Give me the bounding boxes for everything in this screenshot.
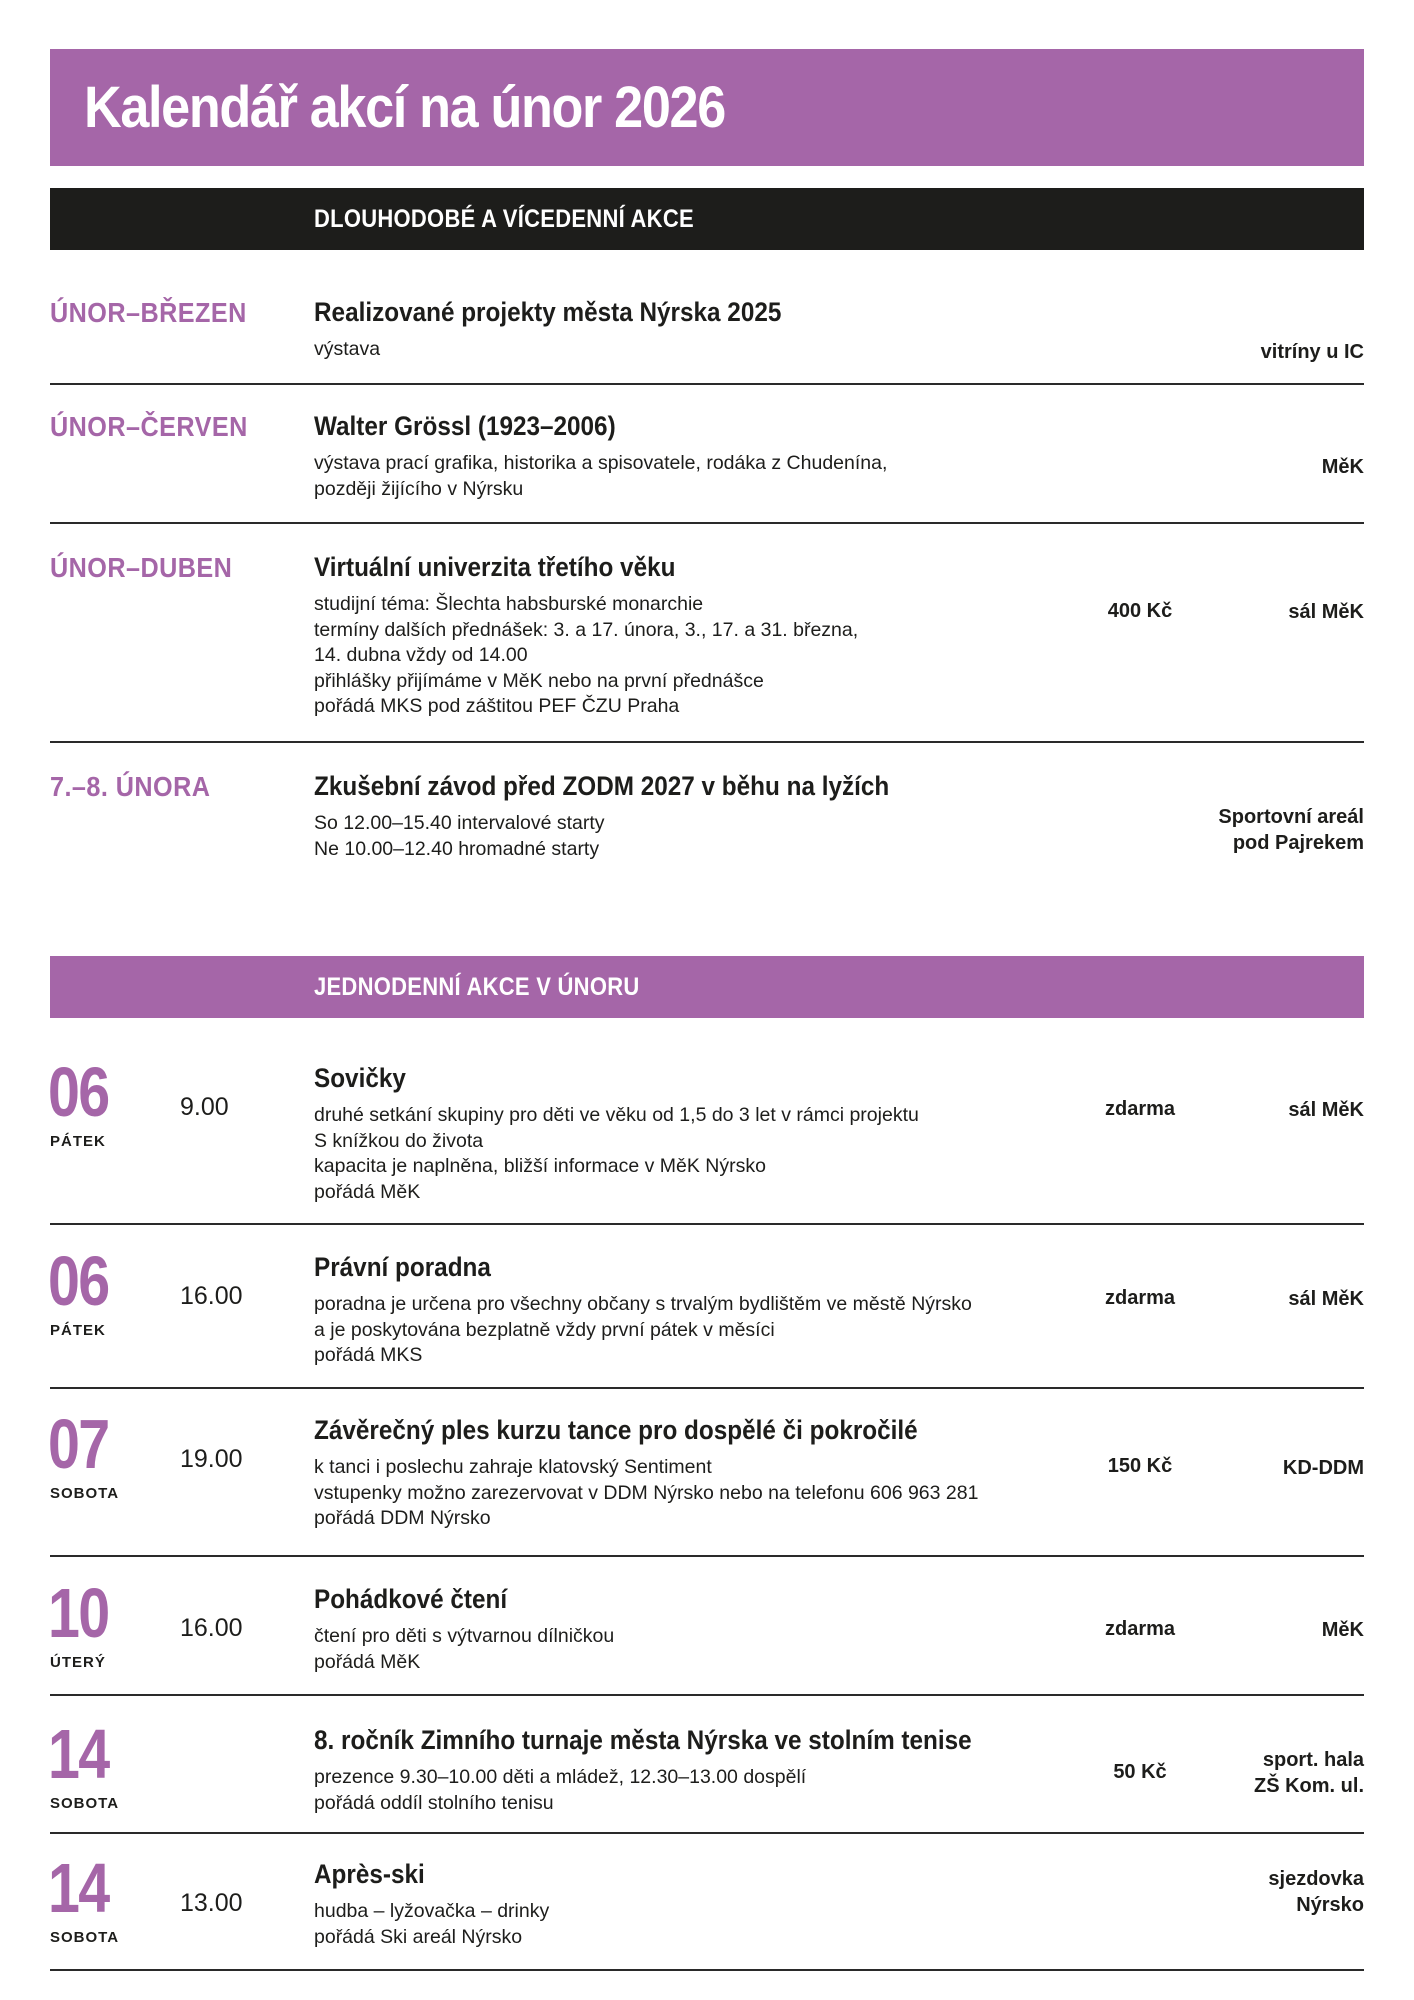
page-title: Kalendář akcí na únor 2026: [84, 75, 725, 140]
place-line: pod Pajrekem: [1232, 832, 1364, 854]
description-line: pořádá oddíl stolního tenisu: [314, 1791, 554, 1814]
description-line: pořádá Ski areál Nýrsko: [314, 1925, 523, 1948]
event-title: Virtuální univerzita třetího věku: [314, 552, 676, 582]
event-weekday: SOBOTA: [50, 1795, 120, 1812]
event-title: Sovičky: [314, 1063, 406, 1093]
description-line: vstupenky možno zarezervovat v DDM Nýrsko nebo na telefonu 606 963 281: [314, 1481, 979, 1504]
event-description: [314, 1292, 972, 1369]
place-line: sál MěK: [1288, 601, 1364, 623]
day-event-row: [48, 1849, 1364, 1971]
place-line: sport. hala: [1262, 1749, 1364, 1771]
long-event-row: [50, 771, 1364, 871]
description-line: druhé setkání skupiny pro děti ve věku od 1,5 do 3 let v rámci projektu: [314, 1104, 919, 1126]
divider: [50, 741, 1364, 743]
event-time: 19.00: [180, 1445, 243, 1473]
description-line: termíny dalších přednášek: 3. a 17. února, 3., 17. a 31. března,: [314, 618, 859, 641]
event-description: [314, 1899, 549, 1950]
event-price: zdarma: [1104, 1287, 1176, 1309]
event-time: 13.00: [180, 1889, 243, 1917]
event-title: Závěrečný ples kurzu tance pro dospělé či pokročilé: [314, 1415, 918, 1445]
event-place: [1254, 1747, 1364, 1799]
description-line: hudba – lyžovačka – drinky: [314, 1900, 550, 1922]
section-header-single-day: [50, 956, 1364, 1018]
event-place: [1283, 1455, 1364, 1481]
place-line: MěK: [1321, 456, 1364, 478]
event-weekday: PÁTEK: [50, 1133, 106, 1150]
long-event-row: [50, 411, 1364, 524]
section-header-label: DLOUHODOBÉ A VÍCEDENNÍ AKCE: [314, 204, 694, 233]
event-title: Zkušební závod před ZODM 2027 v běhu na lyžích: [314, 771, 890, 801]
event-price: 50 Kč: [1113, 1761, 1167, 1783]
event-weekday: ÚTERÝ: [50, 1654, 106, 1671]
description-line: pořádá MKS: [314, 1344, 423, 1366]
description-line: S knížkou do života: [314, 1129, 484, 1152]
event-description: [314, 1765, 806, 1816]
long-event-row: [50, 297, 1364, 385]
divider: [50, 1969, 1364, 1971]
event-weekday: SOBOTA: [50, 1485, 120, 1502]
description-line: k tanci i poslechu zahraje klatovský Sentiment: [314, 1456, 712, 1478]
description-line: poradna je určena pro všechny občany s trvalým bydlištěm ve městě Nýrsko: [314, 1293, 972, 1315]
day-event-row: [48, 1405, 1364, 1557]
description-line: prezence 9.30–10.00 děti a mládež, 12.30–13.00 dospělí: [314, 1766, 807, 1788]
description-line: pořádá MKS pod záštitou PEF ČZU Praha: [314, 695, 680, 717]
divider: [50, 1832, 1364, 1834]
event-place: [1218, 804, 1364, 856]
day-event-row: [48, 1242, 1364, 1389]
event-place: [1322, 1617, 1364, 1643]
description-line: pořádá DDM Nýrsko: [314, 1507, 491, 1529]
event-title: Právní poradna: [314, 1252, 491, 1282]
place-line: Sportovní areál: [1218, 806, 1364, 828]
description-line: a je poskytována bezplatně vždy první pátek v měsíci: [314, 1318, 775, 1341]
divider: [50, 383, 1364, 385]
divider: [50, 1223, 1364, 1225]
divider: [50, 1555, 1364, 1557]
event-period: ÚNOR–BŘEZEN: [50, 297, 247, 328]
event-place: [1288, 599, 1364, 625]
day-event-row: [48, 1053, 1364, 1225]
event-day-number: 06: [48, 1242, 109, 1320]
event-period: ÚNOR–ČERVEN: [50, 411, 248, 442]
event-place: [1288, 1097, 1364, 1123]
description-line: výstava prací grafika, historika a spisovatele, rodáka z Chudenína,: [314, 452, 888, 474]
event-period: 7.–8. ÚNORA: [50, 771, 211, 802]
event-description: [314, 1624, 614, 1675]
section-header-long-term: [50, 188, 1364, 250]
place-line: vitríny u IC: [1260, 341, 1364, 363]
description-line: So 12.00–15.40 intervalové starty: [314, 812, 605, 834]
event-time: 16.00: [180, 1282, 243, 1310]
event-description: [314, 1455, 978, 1532]
event-day-number: 10: [48, 1574, 109, 1652]
event-description: [314, 1103, 919, 1205]
place-line: sál MěK: [1288, 1288, 1364, 1310]
event-place: [1288, 1286, 1364, 1312]
event-description: [314, 592, 858, 720]
event-place: [1261, 339, 1364, 365]
place-line: sjezdovka: [1268, 1868, 1364, 1890]
event-weekday: PÁTEK: [50, 1322, 106, 1339]
event-description: [314, 811, 605, 862]
divider: [50, 1387, 1364, 1389]
day-event-row: [48, 1715, 1364, 1834]
event-day-number: 14: [48, 1715, 109, 1793]
description-line: pořádá MěK: [314, 1180, 421, 1203]
event-description: [314, 337, 380, 363]
event-title: Realizované projekty města Nýrska 2025: [314, 297, 782, 327]
description-line: výstava: [314, 338, 381, 360]
event-title: Walter Grössl (1923–2006): [314, 411, 616, 441]
place-line: ZŠ Kom. ul.: [1254, 1775, 1364, 1797]
day-event-row: [48, 1574, 1364, 1696]
title-banner: [50, 49, 1364, 166]
event-day-number: 14: [48, 1849, 109, 1927]
place-line: MěK: [1321, 1619, 1364, 1641]
divider: [50, 1694, 1364, 1696]
event-time: 16.00: [180, 1614, 243, 1642]
divider: [50, 522, 1364, 524]
description-line: studijní téma: Šlechta habsburské monarchie: [314, 593, 704, 615]
description-line: Ne 10.00–12.40 hromadné starty: [314, 837, 600, 860]
description-line: později žijícího v Nýrsku: [314, 477, 524, 500]
description-line: 14. dubna vždy od 14.00: [314, 644, 528, 666]
event-title: Pohádkové čtení: [314, 1584, 508, 1614]
description-line: pořádá MěK: [314, 1650, 421, 1673]
event-place: [1322, 454, 1364, 480]
event-price: 150 Kč: [1107, 1455, 1173, 1477]
event-day-number: 06: [48, 1053, 109, 1131]
description-line: kapacita je naplněna, bližší informace v MěK Nýrsko: [314, 1155, 766, 1177]
event-period: ÚNOR–DUBEN: [50, 552, 233, 583]
event-title: 8. ročník Zimního turnaje města Nýrska ve stolním tenise: [314, 1725, 972, 1755]
place-line: KD-DDM: [1282, 1457, 1364, 1479]
event-time: 9.00: [180, 1093, 229, 1121]
event-day-number: 07: [48, 1405, 109, 1483]
event-price: zdarma: [1104, 1098, 1176, 1120]
event-description: [314, 451, 887, 502]
place-line: Nýrsko: [1296, 1894, 1364, 1916]
description-line: přihlášky přijímáme v MěK nebo na první přednášce: [314, 669, 764, 692]
event-price: zdarma: [1104, 1618, 1176, 1640]
long-event-row: [50, 552, 1364, 743]
event-weekday: SOBOTA: [50, 1929, 120, 1946]
place-line: sál MěK: [1288, 1099, 1364, 1121]
section-header-label: JEDNODENNÍ AKCE V ÚNORU: [314, 972, 640, 1001]
event-price: 400 Kč: [1107, 600, 1173, 622]
event-place: [1268, 1866, 1364, 1918]
description-line: čtení pro děti s výtvarnou dílničkou: [314, 1625, 615, 1647]
event-title: Après-ski: [314, 1859, 425, 1889]
